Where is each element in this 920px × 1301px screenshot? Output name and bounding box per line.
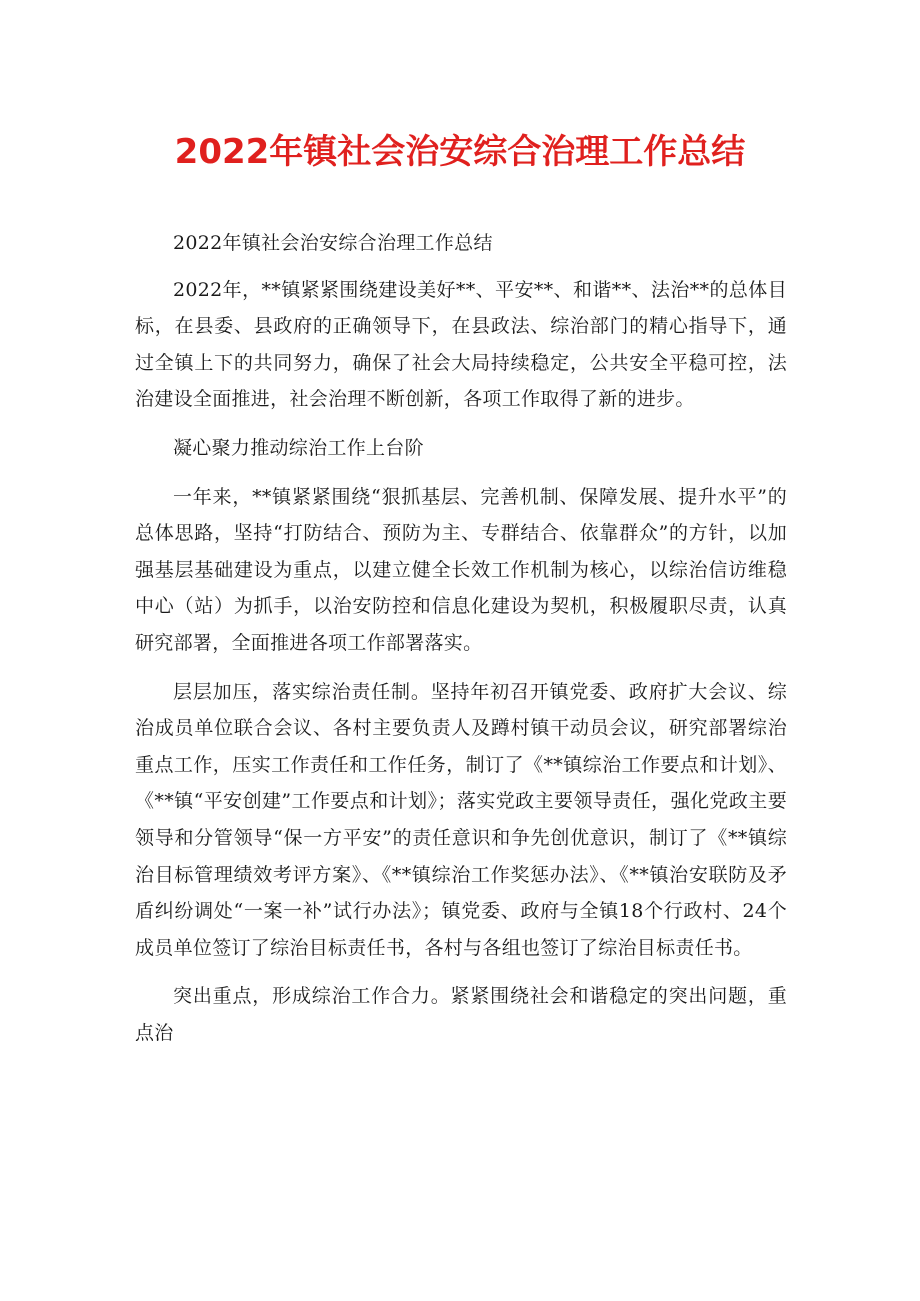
paragraph-section-heading: 凝心聚力推动综治工作上台阶 (173, 436, 424, 459)
document-body (135, 225, 787, 1051)
paragraph-intro: 2022年，**镇紧紧围绕建设美好**、平安**、和谐**、法治**的总体目标，在县委、县政府的正确领导下，在县政法、综治部门的精心指导下，通过全镇上下的共同努力，确保了社会大局持续稳定，公共安全平稳可控，法治建设全面推进，社会治理不断创新，各项工作取得了新的进步。 (135, 278, 787, 411)
paragraph-focus: 突出重点，形成综治工作合力。紧紧围绕社会和谐稳定的突出问题，重点治 (135, 985, 787, 1044)
document-title: 2022年镇社会治安综合治理工作总结 (174, 132, 746, 172)
paragraph-overview: 一年来，**镇紧紧围绕“狠抓基层、完善机制、保障发展、提升水平”的总体思路，坚持“打防结合、预防为主、专群结合、依靠群众”的方针，以加强基层基础建设为重点，以建立健全长效工作机制为核心，以综治信访维稳中心（站）为抓手，以治安防控和信息化建设为契机，积极履职尽责，认真研究部署，全面推进各项工作部署落实。 (135, 485, 787, 654)
paragraph-responsibility: 层层加压，落实综治责任制。坚持年初召开镇党委、政府扩大会议、综治成员单位联合会议、各村主要负责人及蹲村镇干动员会议，研究部署综治重点工作，压实工作责任和工作任务，制订了《**镇综治工作要点和计划》、《**镇“平安创建”工作要点和计划》；落实党政主要领导责任，强化党政主要领导和分管领导“保一方平安”的责任意识和争先创优意识，制订了《**镇综治目标管理绩效考评方案》、《**镇综治工作奖惩办法》、《**镇治安联防及矛盾纠纷调处“一案一补”试行办法》；镇党委、政府与全镇18个行政村、24个成员单位签订了综治目标责任书，各村与各组也签订了综治目标责任书。 (135, 680, 787, 959)
paragraph-subtitle: 2022年镇社会治安综合治理工作总结 (173, 232, 493, 254)
